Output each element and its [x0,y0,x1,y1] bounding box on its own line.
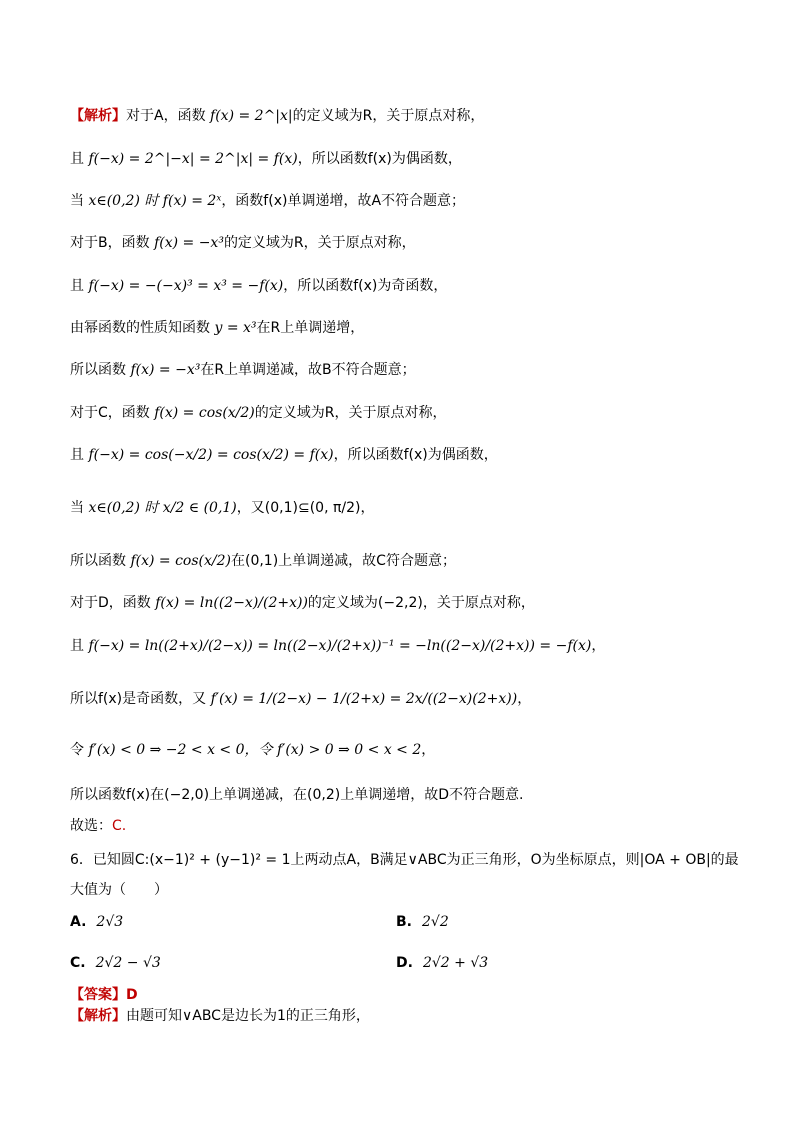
solution-line-3 [70,191,465,211]
line-math: x∈(0,2) 时 f(x) = 2ˣ [88,193,222,209]
line-tail: ，所以函数f(x)为偶函数， [333,447,498,463]
analysis-tag: 【解析】 [70,1008,126,1024]
solution-line-16 [70,785,523,805]
solution-line-12 [70,593,535,613]
line-tail: ， [421,742,436,758]
line-tail: ，又(0,1)⊆(0, π/2)， [236,500,375,516]
line-math: f(−x) = cos(−x/2) = cos(x/2) = f(x) [88,447,334,463]
line-lead: 且 [70,278,84,294]
line-tail: ，所以函数f(x)为奇函数， [283,278,448,294]
solution-line-2 [70,149,462,169]
final-choice [70,816,126,836]
line-lead: 所以函数 [70,362,126,378]
line-tail: 的定义域为R，关于原点对称， [254,405,447,421]
line-math: f(x) = cos(x/2) [154,405,255,421]
solution-a-rest: 的定义域为R，关于原点对称， [292,108,485,124]
solution-a-line [70,106,484,126]
solution-line-14 [70,689,531,709]
solution-line-6 [70,318,364,338]
line-lead: 所以函数f(x)在(−2,0)上单调递减，在(0,2)上单调递增，故D不符合题意. [70,787,524,803]
line-math: f(x) = −x³ [130,362,201,378]
line-tail: 的定义域为R，关于原点对称， [223,235,416,251]
line-math: f(−x) = ln((2+x)/(2−x)) = ln((2−x)/(2+x))⁻¹ = −ln((2−x)/(2+x)) = −f(x) [88,638,592,654]
line-math: f(x) = −x³ [154,235,224,251]
question-6-stem-cont [70,880,168,900]
line-tail: ， [591,638,606,654]
option-text: 2√2 + √3 [422,955,489,971]
line-math: x∈(0,2) 时 x/2 ∈ (0,1) [88,500,237,516]
line-math: f′(x) = 1/(2−x) − 1/(2+x) = 2x/((2−x)(2+x)) [210,691,518,707]
option-a[interactable] [70,912,123,932]
question-stem-text: 6．已知圆C:(x−1)² + (y−1)² = 1上两动点A，B满足∨ABC为正三角形，O为坐标原点，则|OA + OB|的最 [70,852,739,868]
line-tail: ， [517,691,532,707]
line-lead: 且 [70,638,84,654]
analysis-text: 由题可知∨ABC是边长为1的正三角形， [126,1008,370,1024]
solution-line-5 [70,276,447,296]
line-lead: 对于B，函数 [70,235,150,251]
line-math: f′(x) < 0 ⇒ −2 < x < 0，令 f′(x) > 0 ⇒ 0 < x < 2 [88,742,422,758]
analysis-tag: 【解析】 [70,108,126,124]
option-b[interactable] [396,912,449,932]
solution-a-function: f(x) = 2^|x| [210,108,293,124]
line-math: f(x) = cos(x/2) [130,553,231,569]
line-math: f(x) = ln((2−x)/(2+x)) [155,595,308,611]
solution-line-11 [70,551,456,571]
question-6-stem [70,850,739,870]
line-lead: 所以f(x)是奇函数，又 [70,691,207,707]
line-lead: 由幂函数的性质知函数 [70,320,210,336]
option-label: C. [70,955,86,971]
answer-line [70,985,138,1005]
line-lead: 对于C，函数 [70,405,150,421]
line-lead: 当 [70,500,84,516]
option-c[interactable] [70,953,161,973]
option-text: 2√2 − √3 [95,955,161,971]
solution-line-4 [70,233,416,253]
line-tail: 在(0,1)上单调递减，故C符合题意； [230,553,456,569]
line-lead: 所以函数 [70,553,126,569]
line-tail: ，所以函数f(x)为偶函数， [297,151,462,167]
solution-a-intro: 对于A，函数 [126,108,206,124]
line-tail: ，函数f(x)单调递增，故A不符合题意； [221,193,466,209]
solution-line-9 [70,445,498,465]
solution-line-7 [70,360,416,380]
answer-tag: 【答案】 [70,987,126,1003]
answer-value: D [126,987,138,1003]
analysis-line [70,1006,370,1026]
option-text: 2√3 [96,914,124,930]
line-math: f(−x) = −(−x)³ = x³ = −f(x) [88,278,284,294]
line-lead: 且 [70,447,84,463]
option-label: B. [396,914,412,930]
solution-line-10 [70,498,374,518]
solution-line-8 [70,403,447,423]
option-text: 2√2 [422,914,449,930]
line-lead: 对于D，函数 [70,595,151,611]
line-math: y = x³ [214,320,257,336]
option-label: A. [70,914,87,930]
solution-line-15 [70,740,435,760]
choice-label: 故选： [70,818,112,834]
line-tail: 在R上单调递减，故B不符合题意； [200,362,416,378]
choice-answer: C. [112,818,127,834]
option-d[interactable] [396,953,488,973]
line-tail: 在R上单调递增， [256,320,365,336]
line-math: f(−x) = 2^|−x| = 2^|x| = f(x) [88,151,298,167]
line-lead: 且 [70,151,84,167]
line-tail: 的定义域为(−2,2)，关于原点对称， [307,595,535,611]
question-stem-text-2: 大值为（ ） [70,882,168,898]
option-label: D. [396,955,413,971]
solution-line-13 [70,636,605,656]
line-lead: 当 [70,193,84,209]
line-lead: 令 [70,742,84,758]
